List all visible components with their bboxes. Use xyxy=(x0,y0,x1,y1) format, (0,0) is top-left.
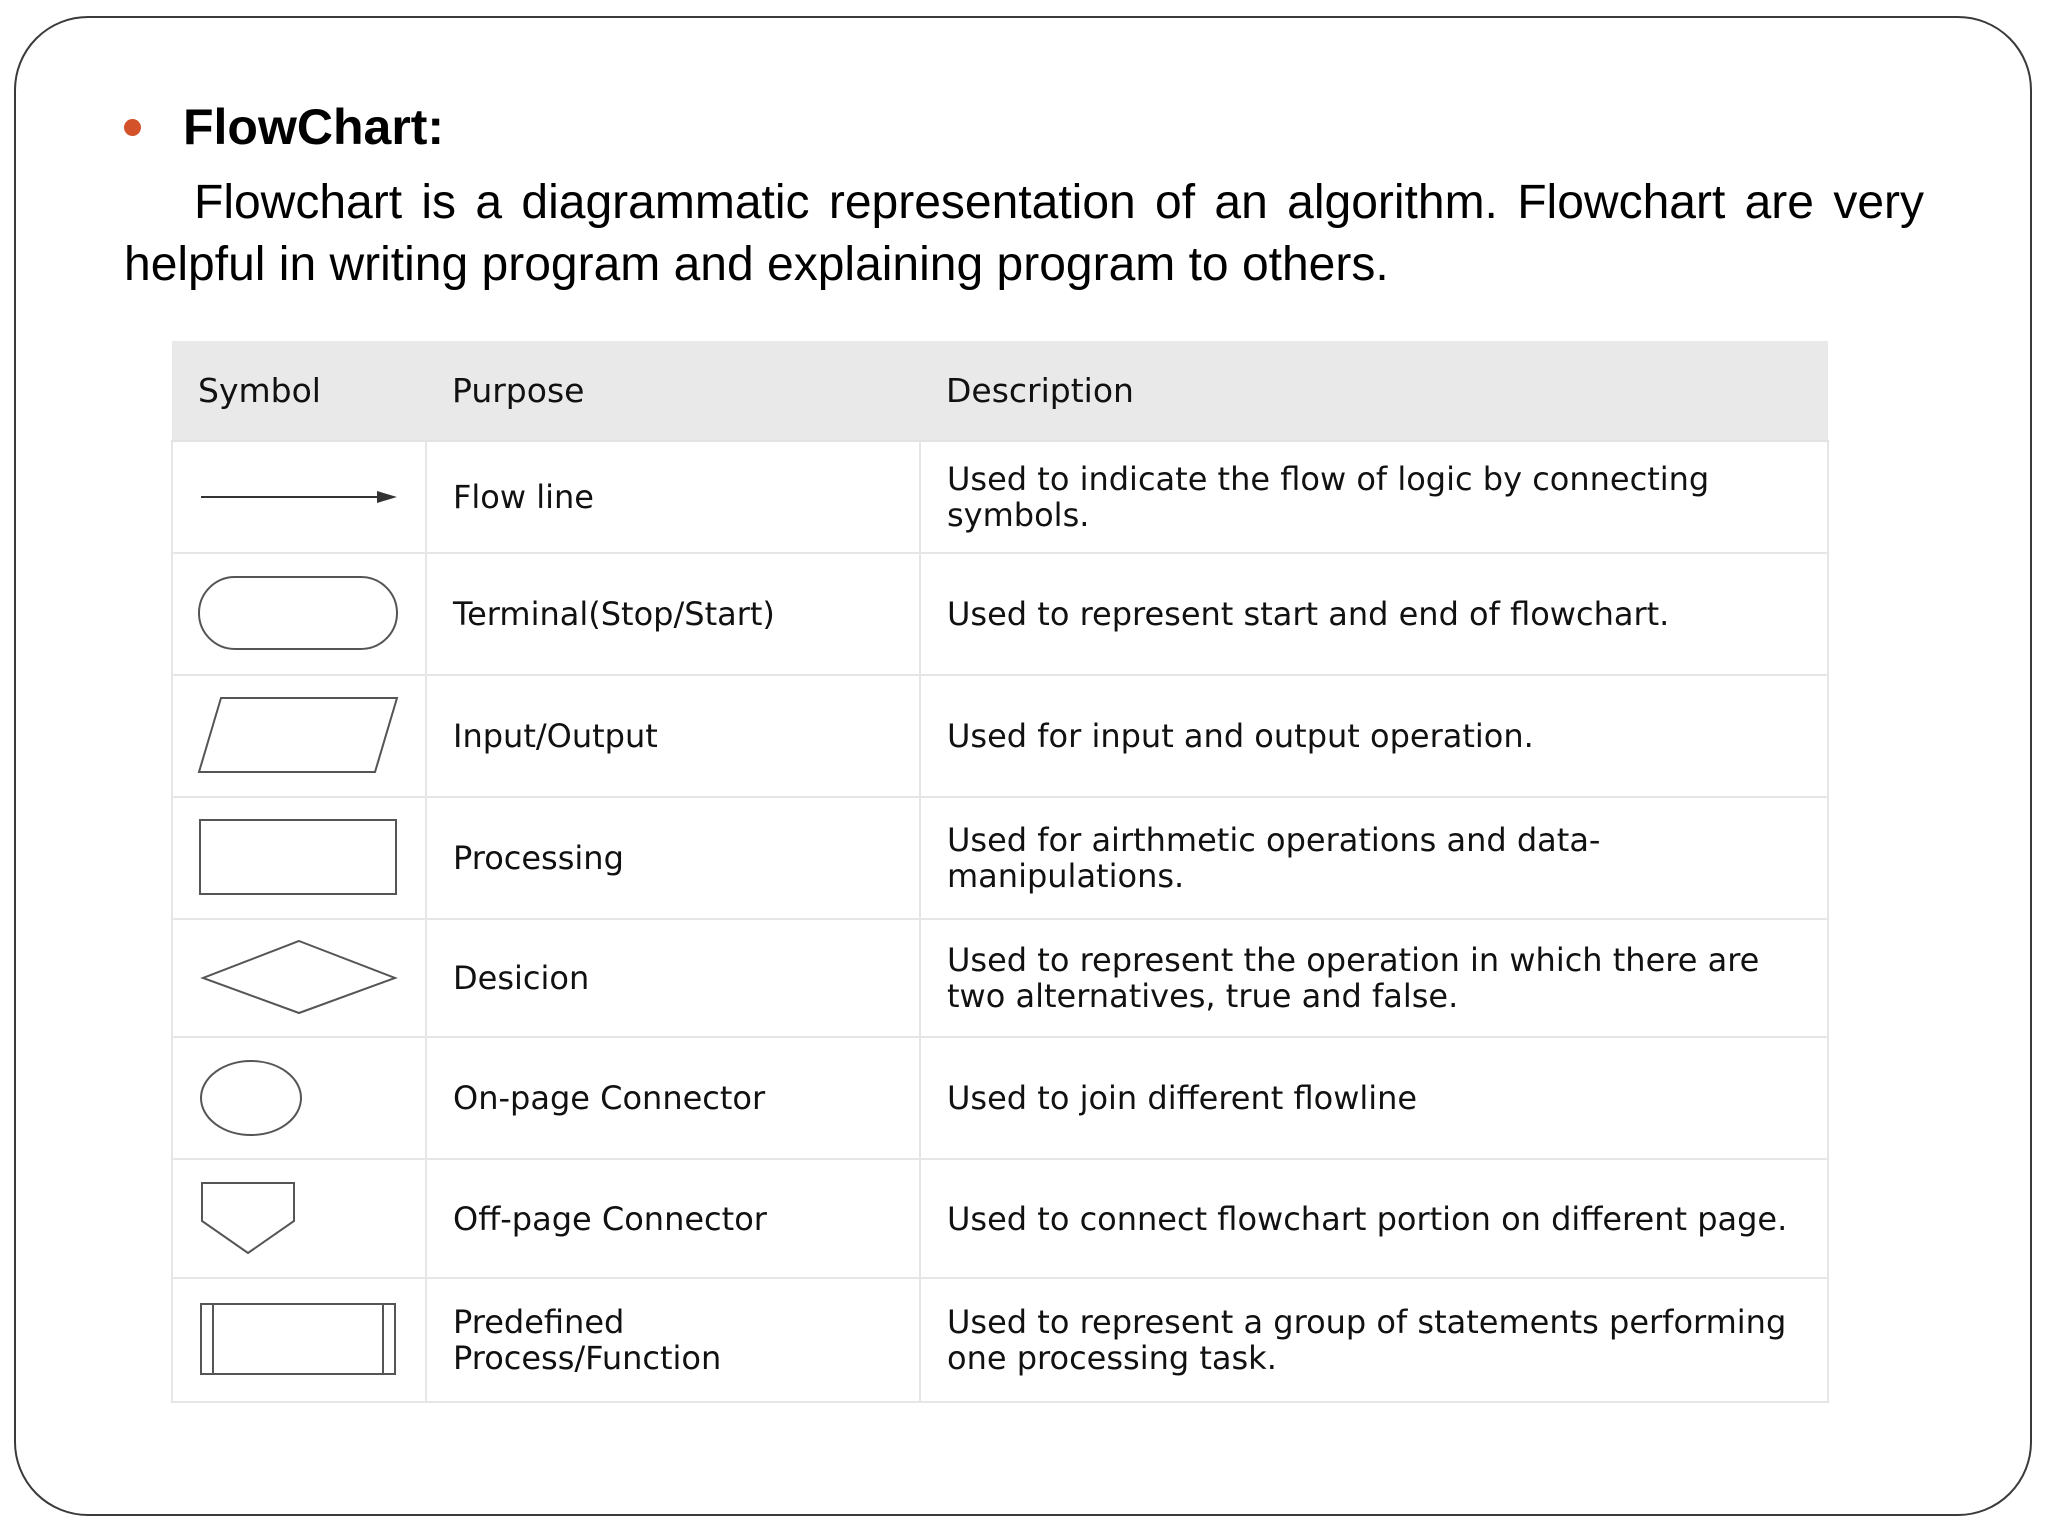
table-row xyxy=(172,797,1828,919)
symbols-table xyxy=(171,341,1827,1403)
heading-row xyxy=(124,96,444,158)
symbol-cell xyxy=(172,919,426,1037)
terminal-rounded-rect-icon xyxy=(197,575,401,653)
processing-rectangle-icon xyxy=(198,818,400,898)
purpose-cell: Input/Output xyxy=(426,675,920,797)
purpose-cell: Predefined Process/Function xyxy=(426,1278,920,1402)
description-cell: Used to represent a group of statements performing one processing task. xyxy=(920,1278,1828,1402)
input-output-parallelogram-icon xyxy=(197,696,401,776)
table-row xyxy=(172,1159,1828,1278)
description-cell: Used to join different flowline xyxy=(920,1037,1828,1159)
table-row xyxy=(172,1278,1828,1402)
purpose-cell: Terminal(Stop/Start) xyxy=(426,553,920,675)
description-cell: Used to represent the operation in which there are two alternatives, true and false. xyxy=(920,919,1828,1037)
slide-heading: FlowChart: xyxy=(183,99,445,155)
decision-diamond-icon xyxy=(199,939,399,1017)
purpose-cell: Off-page Connector xyxy=(426,1159,920,1278)
symbol-cell xyxy=(172,797,426,919)
description-cell: Used to represent start and end of flowchart. xyxy=(920,553,1828,675)
symbol-cell xyxy=(172,553,426,675)
description-cell: Used for airthmetic operations and data-manipulations. xyxy=(920,797,1828,919)
bullet-icon xyxy=(124,119,141,136)
description-cell: Used for input and output operation. xyxy=(920,675,1828,797)
header-symbol: Symbol xyxy=(172,341,426,441)
symbol-cell xyxy=(172,1278,426,1402)
predefined-process-icon xyxy=(199,1302,399,1378)
table-row xyxy=(172,919,1828,1037)
description-cell: Used to connect flowchart portion on different page. xyxy=(920,1159,1828,1278)
table-row xyxy=(172,441,1828,553)
table-row xyxy=(172,675,1828,797)
symbol-cell xyxy=(172,1037,426,1159)
purpose-cell: Desicion xyxy=(426,919,920,1037)
on-page-connector-circle-icon xyxy=(200,1058,400,1138)
off-page-connector-pentagon-icon xyxy=(200,1181,400,1257)
table-row xyxy=(172,1037,1828,1159)
table-header-row xyxy=(172,341,1828,441)
header-purpose: Purpose xyxy=(426,341,920,441)
intro-paragraph: Flowchart is a diagrammatic representation of an algorithm. Flowchart are very helpful in writing program and explaining program to others. xyxy=(124,176,1924,291)
flow-line-arrow-icon xyxy=(199,485,399,509)
purpose-cell: Flow line xyxy=(426,441,920,553)
description-cell: Used to indicate the flow of logic by connecting symbols. xyxy=(920,441,1828,553)
symbol-cell xyxy=(172,441,426,553)
header-description: Description xyxy=(920,341,1828,441)
purpose-cell: On-page Connector xyxy=(426,1037,920,1159)
purpose-cell: Processing xyxy=(426,797,920,919)
symbol-cell xyxy=(172,1159,426,1278)
symbol-cell xyxy=(172,675,426,797)
table-row xyxy=(172,553,1828,675)
